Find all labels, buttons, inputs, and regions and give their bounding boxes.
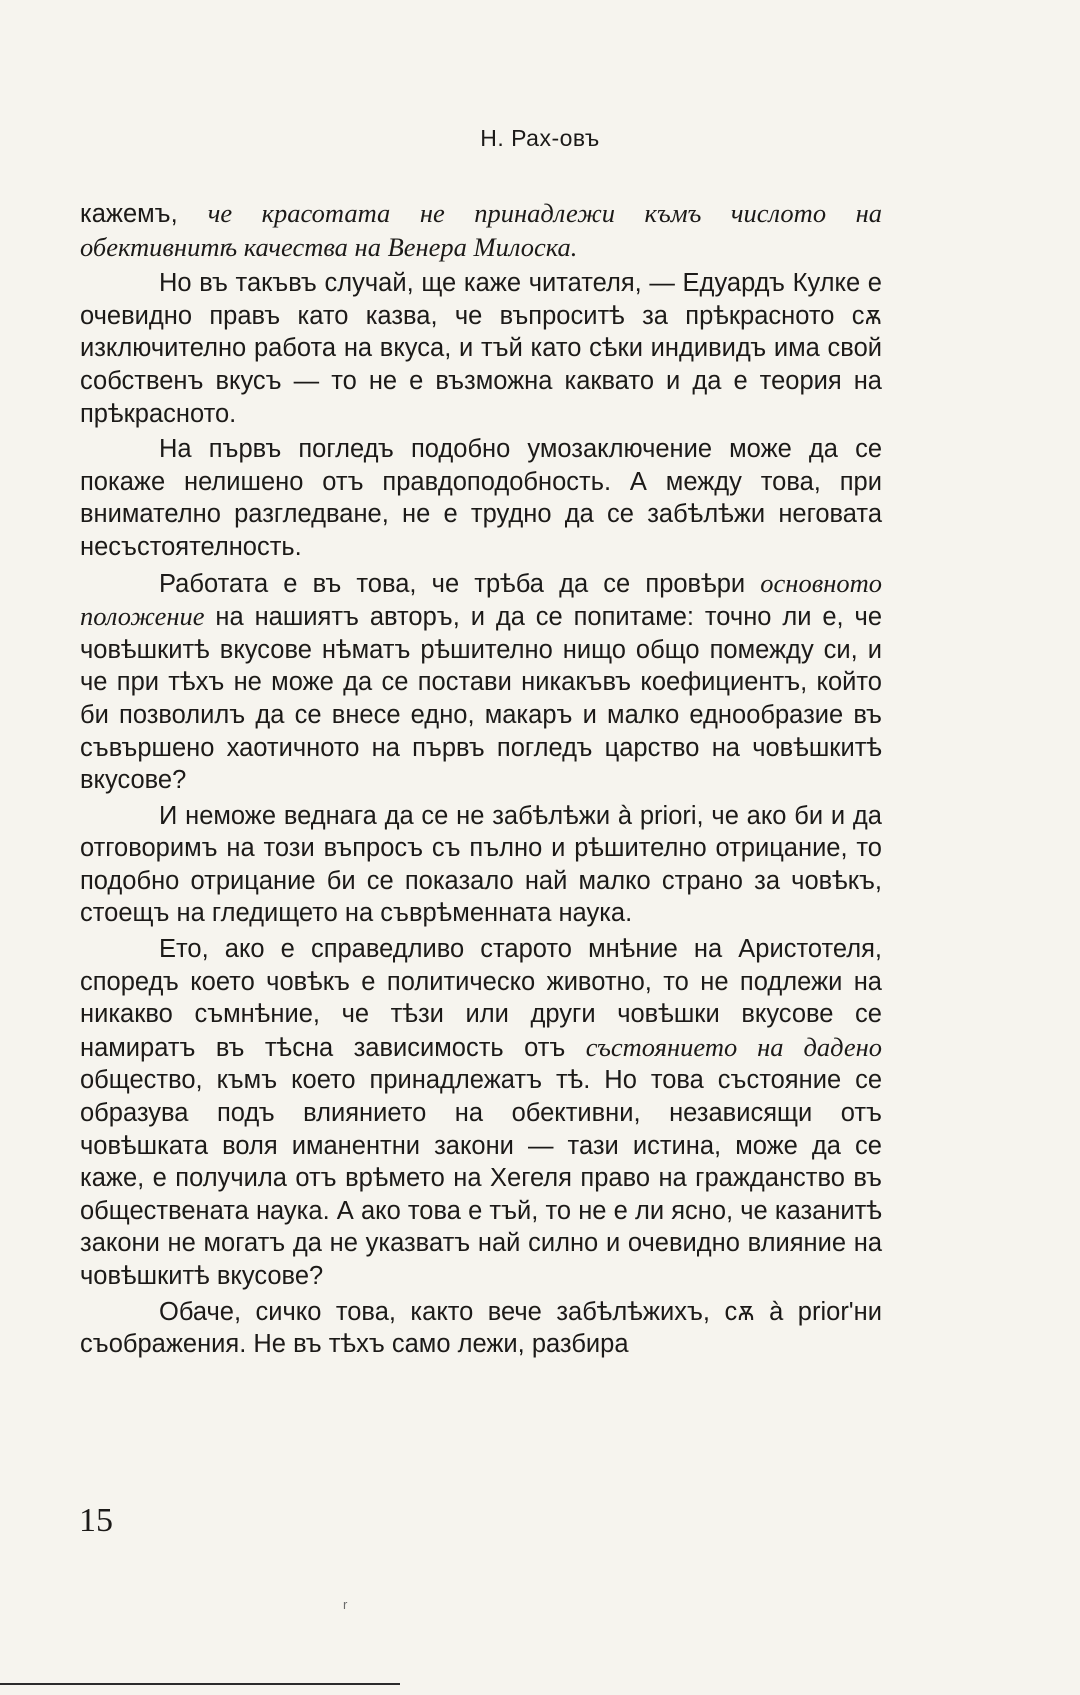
scan-edge-line	[0, 1683, 400, 1685]
italic-emphasis: че красотата не принадлежи къмъ числото на обективнитѣ качества на Венера Милоска.	[80, 198, 882, 262]
print-speck: r	[343, 1597, 348, 1612]
italic-emphasis: състоянието на дадено	[585, 1031, 883, 1062]
paragraph: И неможе веднага да се не забѣлѣжи à priori, че ако би и да отговоримъ на този въпросъ съ пълно и рѣшително отрицание, то подобно отрицание би се показало най малко страно за човѣкъ, стоещъ на гледището на съврѣменната наука.	[80, 801, 882, 928]
paragraph-text: кажемъ,	[80, 200, 208, 228]
paragraph	[80, 567, 882, 797]
paragraph	[80, 933, 882, 1293]
italic-emphasis: основното положение	[80, 567, 882, 632]
paragraph	[80, 197, 882, 264]
paragraph-text: на нашиятъ авторъ, и да се попитаме: точно ли е, че човѣшкитѣ вкусове нѣматъ рѣшително нищо общо помежду си, и че при тѣхъ не може да се постави никакъвъ коефициентъ, който би позволилъ да се внесе едно, макаръ и малко еднообразие въ съвършено хаотичното на първъ погледъ царство на човѣшкитѣ вкусове?	[80, 603, 882, 795]
paragraph: На първъ погледъ подобно умозаключение може да се покаже нелишено отъ правдоподобность. А между това, при внимателно разгледване, не е трудно да се забѣлѣжи неговата несъстоятелность.	[80, 435, 882, 561]
page-number: 15	[79, 1502, 113, 1539]
paragraph: Обаче, сичко това, както вече забѣлѣжихъ, сѫ à prior'ни съображения. Не въ тѣхъ само лежи, разбира	[80, 1297, 882, 1359]
paragraph-text: Ето, ако е справедливо старото мнѣние на Аристотеля, споредъ което човѣкъ е политическо животно, то не подлежи на никакво съмнѣние, че тѣзи или други човѣшки вкусове се намиратъ въ тѣсна зависимость отъ	[80, 935, 882, 1062]
paragraph-text: общество, къмъ което принадлежатъ тѣ. Но това състояние се образува подъ влиянието на обективни, независящи отъ човѣшката воля иманентни закони — тази истина, може да се каже, е получила отъ врѣмето на Хегеля право на гражданство въ обществената наука. А ако това е тъй, то не е ли ясно, че казанитѣ закони не могатъ да не указватъ най силно и очевидно влияние на човѣшкитѣ вкусове?	[80, 1066, 882, 1290]
paragraph-text: Работата е въ това, че трѣба да се провѣри	[159, 569, 761, 598]
paragraph: Но въ такъвъ случай, ще каже читателя, — Едуардъ Кулке е очевидно правъ като казва, че въпроситѣ за прѣкрасното сѫ изключително работа на вкуса, и тъй като сѣки индивидъ има свой собственъ вкусъ — то не е възможна каквато и да е теория на прѣкрасното.	[80, 269, 882, 428]
running-head: Н. Рах-овъ	[480, 125, 600, 151]
body-text	[80, 197, 882, 1364]
